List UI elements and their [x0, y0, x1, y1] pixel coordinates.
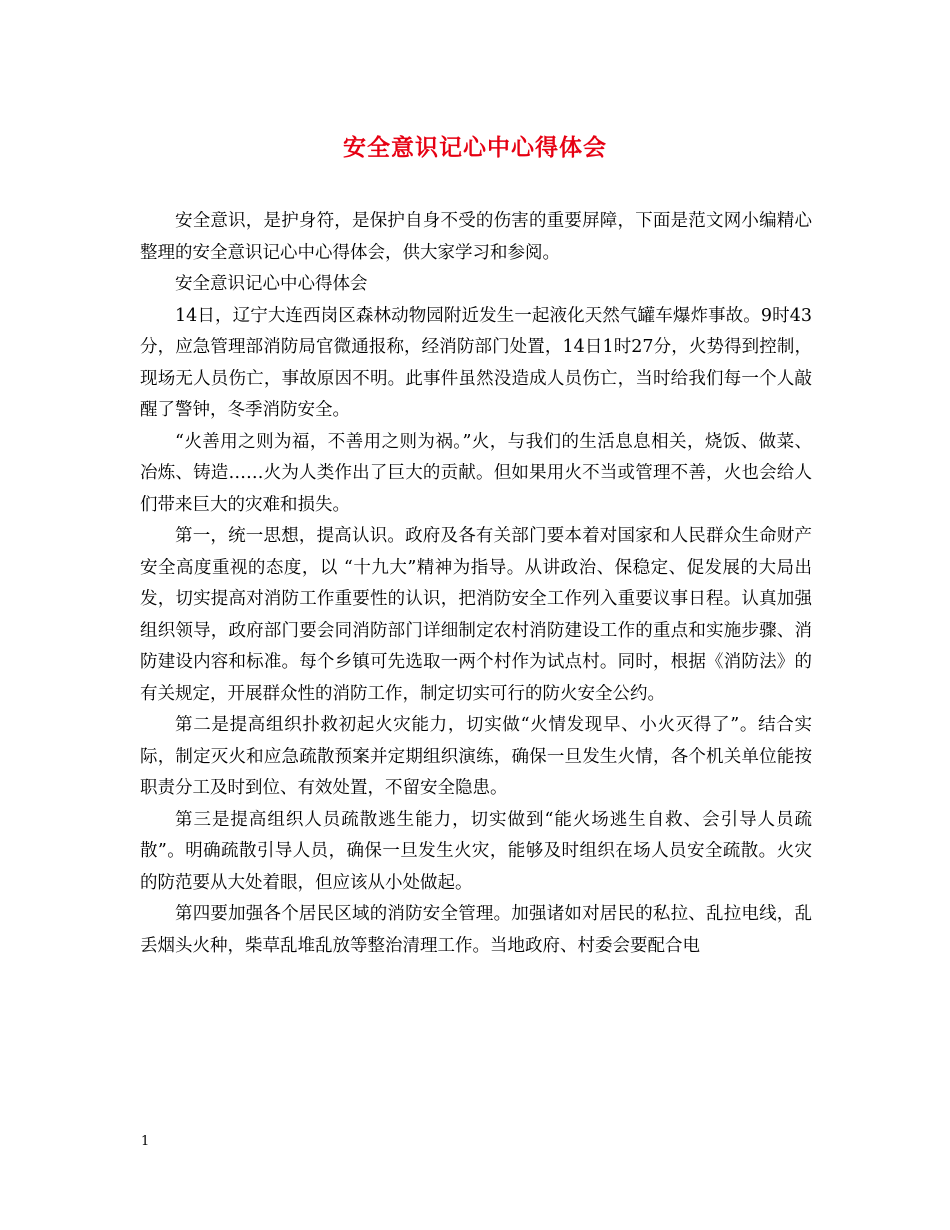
paragraph-incident: 14日，辽宁大连西岗区森林动物园附近发生一起液化天然气罐车爆炸事故。9时43分，应急管理部消防局官微通报称，经消防部门处置，14日1时27分，火势得到控制，现场无人员伤亡，事故原因不明。此事件虽然没造成人员伤亡，当时给我们每一个人敲醒了警钟，冬季消防安全。	[140, 305, 812, 420]
page-number: 1	[141, 1134, 150, 1149]
document-body	[140, 206, 812, 962]
paragraph-point-three: 第三是提高组织人员疏散逃生能力，切实做到“能火场逃生自救、会引导人员疏散”。明确疏散引导人员，确保一旦发生火灾，能够及时组织在场人员安全疏散。火灾的防范要从大处着眼，但应该从小处做起。	[140, 809, 812, 893]
paragraph-point-two: 第二是提高组织扑救初起火灾能力，切实做“火情发现早、小火灭得了”。结合实际，制定灭火和应急疏散预案并定期组织演练，确保一旦发生火情，各个机关单位能按职责分工及时到位、有效处置，不留安全隐患。	[140, 715, 812, 798]
paragraph-intro: 安全意识，是护身符，是保护自身不受的伤害的重要屏障，下面是范文网小编精心整理的安全意识记心中心得体会，供大家学习和参阅。	[140, 211, 812, 263]
paragraph-fire-quote: “火善用之则为福，不善用之则为祸。”火，与我们的生活息息相关，烧饭、做菜、冶炼、铸造……火为人类作出了巨大的贡献。但如果用火不当或管理不善，火也会给人们带来巨大的灾难和损失。	[140, 431, 812, 515]
document-title: 安全意识记心中心得体会	[343, 135, 607, 161]
paragraph-point-four: 第四要加强各个居民区域的消防安全管理。加强诸如对居民的私拉、乱拉电线，乱丢烟头火种，柴草乱堆乱放等整治清理工作。当地政府、村委会要配合电	[140, 904, 812, 956]
paragraph-subtitle: 安全意识记心中心得体会	[175, 274, 368, 294]
paragraph-point-one: 第一，统一思想，提高认识。政府及各有关部门要本着对国家和人民群众生命财产安全高度重视的态度，以 “十九大”精神为指导。从讲政治、保稳定、促发展的大局出发，切实提高对消防工作重要性的认识，把消防安全工作列入重要议事日程。认真加强组织领导，政府部门要会同消防部门详细制定农村消防建设工作的重点和实施步骤、消防建设内容和标准。每个乡镇可先选取一两个村作为试点村。同时，根据《消防法》的有关规定，开展群众性的消防工作，制定切实可行的防火安全公约。	[140, 526, 812, 704]
